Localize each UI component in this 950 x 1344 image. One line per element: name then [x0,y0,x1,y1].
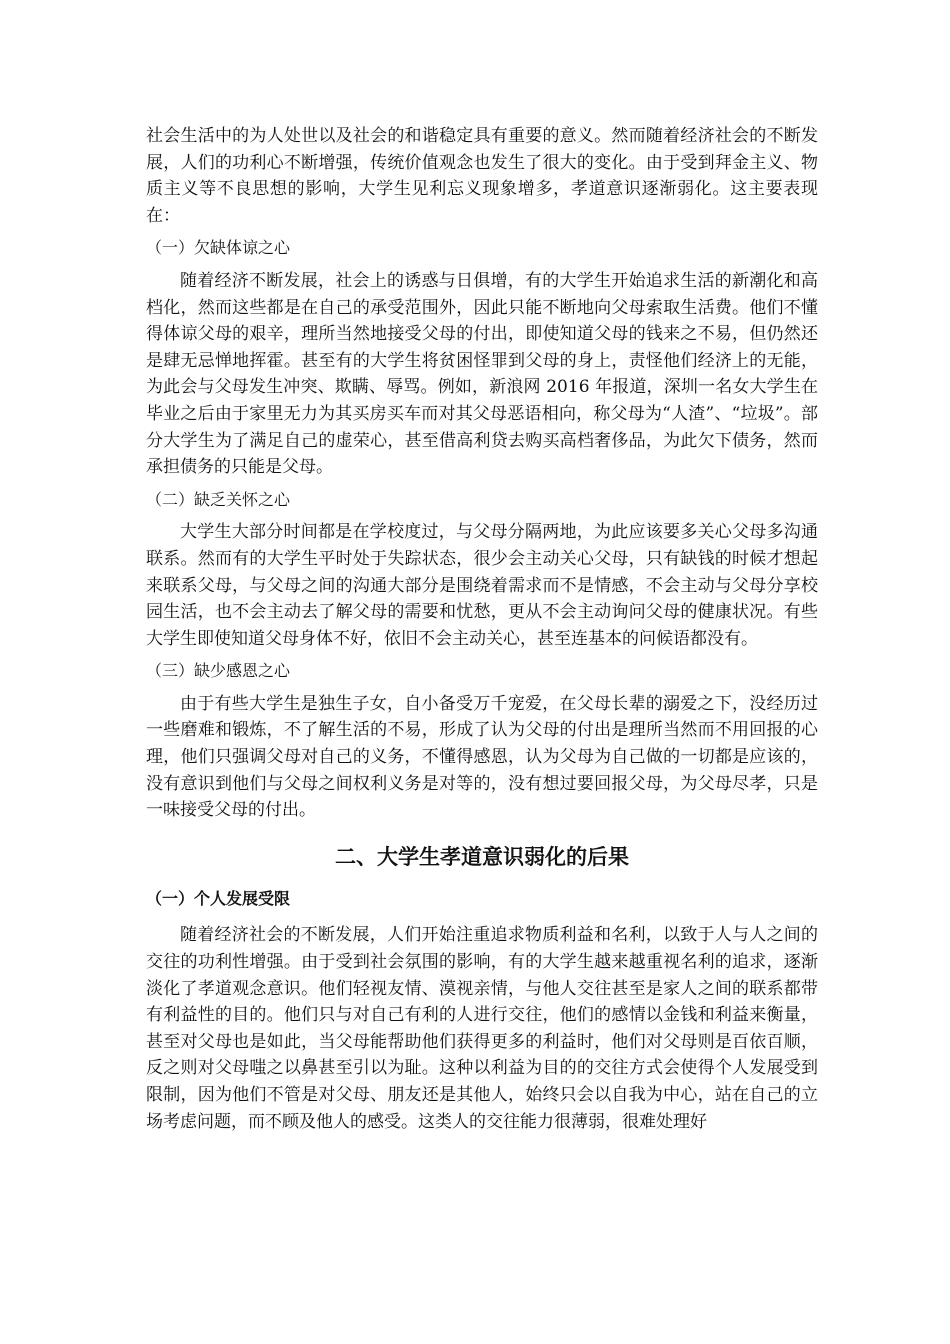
paragraph-personal-development: 随着经济社会的不断发展，人们开始注重追求物质利益和名利，以致于人与人之间的交往的功利性增强。由于受到社会氛围的影响，有的大学生越来越重视名利的追求，逐渐淡化了孝道观念意识。他们轻视友情、漠视亲情，与他人交往甚至是家人之间的联系都带有利益性的目的。他们只与对自己有利的人进行交往，他们的感情以金钱和利益来衡量，甚至对父母也是如此，当父母能帮助他们获得更多的利益时，他们对父母则是百依百顺，反之则对父母嗤之以鼻甚至引以为耻。这种以利益为目的的交往方式会使得个人发展受到限制，因为他们不管是对父母、朋友还是其他人，始终只会以自我为中心，站在自己的立场考虑问题，而不顾及他人的感受。这类人的交往能力很薄弱，很难处理好 [146,925,818,1132]
subheading-personal-development: （一）个人发展受限 [146,888,291,908]
section-title-consequences: 二、大学生孝道意识弱化的后果 [335,844,629,869]
subheading-lack-care: （二）缺乏关怀之心 [146,489,291,509]
paragraph-lack-care: 大学生大部分时间都是在学校度过，与父母分隔两地，为此应该要多关心父母多沟通联系。然而有的大学生平时处于失踪状态，很少会主动关心父母，只有缺钱的时候才想起来联系父母，与父母之间的沟通大部分是围绕着需求而不是情感，不会主动与父母分享校园生活，也不会主动去了解父母的需要和忧愁，更从不会主动询问父母的健康状况。有些大学生即使知道父母身体不好，依旧不会主动关心，甚至连基本的问候语都没有。 [146,522,818,649]
intro-paragraph: 社会生活中的为人处世以及社会的和谐稳定具有重要的意义。然而随着经济社会的不断发展，人们的功利心不断增强，传统价值观念也发生了很大的变化。由于受到拜金主义、物质主义等不良思想的影响，大学生见利忘义现象增多，孝道意识逐渐弱化。这主要表现在： [146,126,818,226]
document-body [146,123,818,1135]
paragraph-lack-gratitude: 由于有些大学生是独生子女，自小备受万千宠爱，在父母长辈的溺爱之下，没经历过一些磨难和锻炼，不了解生活的不易，形成了认为父母的付出是理所当然而不用回报的心理，他们只强调父母对自己的义务，不懂得感恩，认为父母为自己做的一切都是应该的，没有意识到他们与父母之间权利义务是对等的，没有想过要回报父母，为父母尽孝，只是一味接受父母的付出。 [146,693,818,821]
subheading-lack-understanding: （一）欠缺体谅之心 [146,238,291,258]
paragraph-lack-understanding: 随着经济不断发展，社会上的诱惑与日俱增，有的大学生开始追求生活的新潮化和高档化，然而这些都是在自己的承受范围外，因此只能不断地向父母索取生活费。他们不懂得体谅父母的艰辛，理所当然地接受父母的付出，即使知道父母的钱来之不易，但仍然还是肆无忌惮地挥霍。甚至有的大学生将贫困怪罪到父母的身上，责怪他们经济上的无能，为此会与父母发生冲突、欺瞒、辱骂。例如，新浪网 2016 年报道，深圳一名女大学生在毕业之后由于家里无力为其买房买车而对其父母恶语相向，称父母为“人渣”、“垃圾”。部分大学生为了满足自己的虚荣心，甚至借高利贷去购买高档奢侈品，为此欠下债务，然而承担债务的只能是父母。 [146,270,818,478]
subheading-lack-gratitude: （三）缺少感恩之心 [146,661,291,681]
